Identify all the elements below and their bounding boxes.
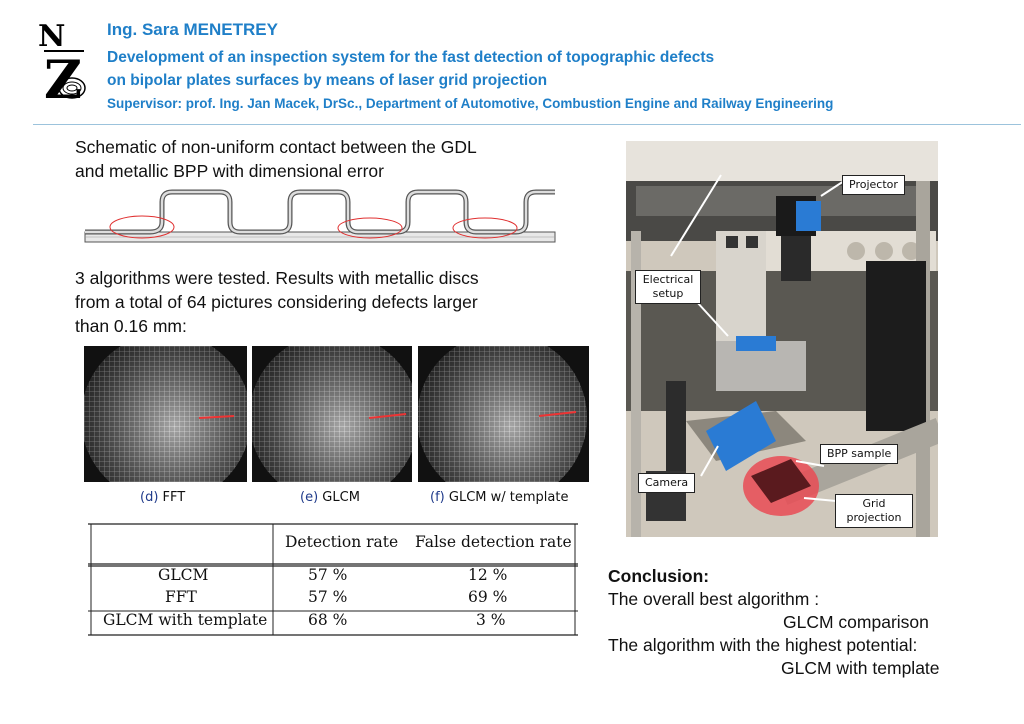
- table-row-fft-false: 69 %: [468, 588, 508, 606]
- table-row-glcm-false: 12 %: [468, 566, 508, 584]
- label-grid-projection: Grid projection: [835, 494, 913, 528]
- label-electrical-setup: Electrical setup: [635, 270, 701, 304]
- table-row-fft-name: FFT: [165, 588, 197, 606]
- table-row-fft-detection: 57 %: [308, 588, 348, 606]
- header-divider: [33, 124, 1021, 125]
- thesis-title-line-1: Development of an inspection system for the fast detection of topographic defects: [107, 49, 715, 66]
- table-row-glcm-detection: 57 %: [308, 566, 348, 584]
- caption-glcm: (e) GLCM: [300, 490, 360, 505]
- university-logo: [34, 18, 94, 106]
- label-bpp-sample: BPP sample: [820, 444, 898, 464]
- conclusion-line-1: The overall best algorithm :: [608, 589, 820, 609]
- contact-schematic: [80, 188, 560, 246]
- table-header-detection-rate: Detection rate: [285, 533, 399, 551]
- table-header-false-detection-rate: False detection rate: [415, 533, 572, 551]
- thesis-title-line-2: on bipolar plates surfaces by means of laser grid projection: [107, 72, 548, 89]
- table-row-template-name: GLCM with template: [103, 611, 268, 629]
- svg-text:N: N: [38, 19, 66, 54]
- conclusion-line-4: GLCM with template: [781, 658, 940, 678]
- table-row-glcm-name: GLCM: [158, 566, 209, 584]
- conclusion-heading: Conclusion:: [608, 566, 710, 586]
- caption-glcm-template: (f) GLCM w/ template: [430, 490, 569, 505]
- label-camera: Camera: [638, 473, 695, 493]
- table-row-template-detection: 68 %: [308, 611, 348, 629]
- defect-detection-images: [84, 346, 589, 482]
- algorithms-description: 3 algorithms were tested. Results with metallic discs from a total of 64 pictures considering defects larger than 0.16 mm:: [75, 268, 479, 336]
- schematic-caption: Schematic of non-uniform contact between the GDL and metallic BPP with dimensional error: [75, 137, 477, 181]
- table-row-template-false: 3 %: [476, 611, 506, 629]
- author-name: Ing. Sara MENETREY: [107, 20, 278, 39]
- conclusion-line-2: GLCM comparison: [783, 612, 929, 632]
- caption-fft: (d) FFT: [140, 490, 186, 505]
- label-projector: Projector: [842, 175, 905, 195]
- supervisor-line: Supervisor: prof. Ing. Jan Macek, DrSc., Department of Automotive, Combustion Engine and Railway Engineering: [107, 96, 834, 111]
- svg-text:Z: Z: [44, 50, 82, 106]
- conclusion-line-3: The algorithm with the highest potential:: [608, 635, 918, 655]
